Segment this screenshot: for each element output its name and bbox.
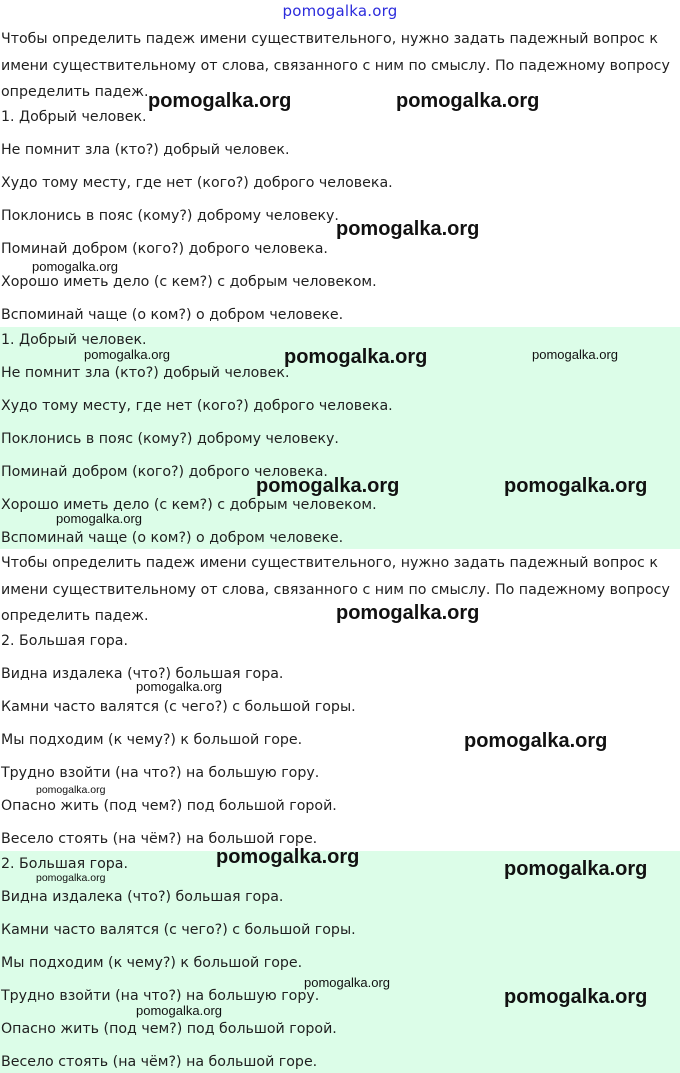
answer-title: 2. Большая гора. <box>1 856 128 872</box>
task-sentence: Вспоминай чаще (о ком?) о добром человеке. <box>1 307 344 323</box>
task-sentence: Трудно взойти (на что?) на большую гору. <box>1 765 320 781</box>
watermark: pomogalka.org <box>396 90 540 112</box>
answer-sentence: Опасно жить (под чем?) под большой горой. <box>1 1021 337 1037</box>
site-header <box>0 0 680 28</box>
watermark: pomogalka.org <box>504 986 648 1008</box>
intro-line: Чтобы определить падеж имени существительного, нужно задать падежный вопрос к <box>1 555 658 571</box>
answer-sentence: Худо тому месту, где нет (кого?) доброго человека. <box>1 398 393 414</box>
intro-line: имени существительному от слова, связанного с ним по смыслу. По падежному вопросу <box>1 58 670 74</box>
watermark: pomogalka.org <box>284 346 428 368</box>
watermark: pomogalka.org <box>136 679 222 694</box>
intro-line: Чтобы определить падеж имени существительного, нужно задать падежный вопрос к <box>1 31 658 47</box>
answer-sentence: Весело стоять (на чём?) на большой горе. <box>1 1054 318 1070</box>
answer-sentence: Поминай добром (кого?) доброго человека. <box>1 464 328 480</box>
answer-title: 1. Добрый человек. <box>1 332 147 348</box>
task-sentence: Поминай добром (кого?) доброго человека. <box>1 241 328 257</box>
answer-sentence: Мы подходим (к чему?) к большой горе. <box>1 955 303 971</box>
task-title: 1. Добрый человек. <box>1 109 147 125</box>
intro-line: имени существительному от слова, связанного с ним по смыслу. По падежному вопросу <box>1 582 670 598</box>
answer-sentence: Вспоминай чаще (о ком?) о добром человеке. <box>1 530 344 546</box>
site-logo[interactable]: pomogalka.org <box>282 2 398 20</box>
task-sentence: Опасно жить (под чем?) под большой горой. <box>1 798 337 814</box>
task-sentence: Поклонись в пояс (кому?) доброму человеку. <box>1 208 339 224</box>
answer-sentence: Хорошо иметь дело (с кем?) с добрым человеком. <box>1 497 377 513</box>
watermark: pomogalka.org <box>464 730 608 752</box>
watermark: pomogalka.org <box>148 90 292 112</box>
task-sentence: Худо тому месту, где нет (кого?) доброго человека. <box>1 175 393 191</box>
watermark: pomogalka.org <box>56 511 142 526</box>
watermark: pomogalka.org <box>136 1003 222 1018</box>
answer-sentence: Поклонись в пояс (кому?) доброму человеку. <box>1 431 339 447</box>
answer-sentence: Видна издалека (что?) большая гора. <box>1 889 284 905</box>
watermark: pomogalka.org <box>84 347 170 362</box>
watermark: pomogalka.org <box>532 347 618 362</box>
watermark: pomogalka.org <box>336 602 480 624</box>
intro-line: определить падеж. <box>1 608 149 624</box>
watermark: pomogalka.org <box>304 975 390 990</box>
watermark: pomogalka.org <box>216 846 360 868</box>
answer-sentence: Трудно взойти (на что?) на большую гору. <box>1 988 320 1004</box>
answer-sentence: Камни часто валятся (с чего?) с большой горы. <box>1 922 356 938</box>
task-sentence: Камни часто валятся (с чего?) с большой горы. <box>1 699 356 715</box>
task-sentence: Весело стоять (на чём?) на большой горе. <box>1 831 318 847</box>
answer-sentence: Не помнит зла (кто?) добрый человек. <box>1 365 290 381</box>
watermark: pomogalka.org <box>256 475 400 497</box>
watermark: pomogalka.org <box>336 218 480 240</box>
task-sentence: Мы подходим (к чему?) к большой горе. <box>1 732 303 748</box>
intro-line: определить падеж. <box>1 84 149 100</box>
task-title: 2. Большая гора. <box>1 633 128 649</box>
watermark: pomogalka.org <box>36 872 106 884</box>
watermark: pomogalka.org <box>32 259 118 274</box>
task-sentence: Хорошо иметь дело (с кем?) с добрым человеком. <box>1 274 377 290</box>
task-sentence: Видна издалека (что?) большая гора. <box>1 666 284 682</box>
watermark: pomogalka.org <box>36 784 106 796</box>
watermark: pomogalka.org <box>504 475 648 497</box>
watermark: pomogalka.org <box>504 858 648 880</box>
task-sentence: Не помнит зла (кто?) добрый человек. <box>1 142 290 158</box>
